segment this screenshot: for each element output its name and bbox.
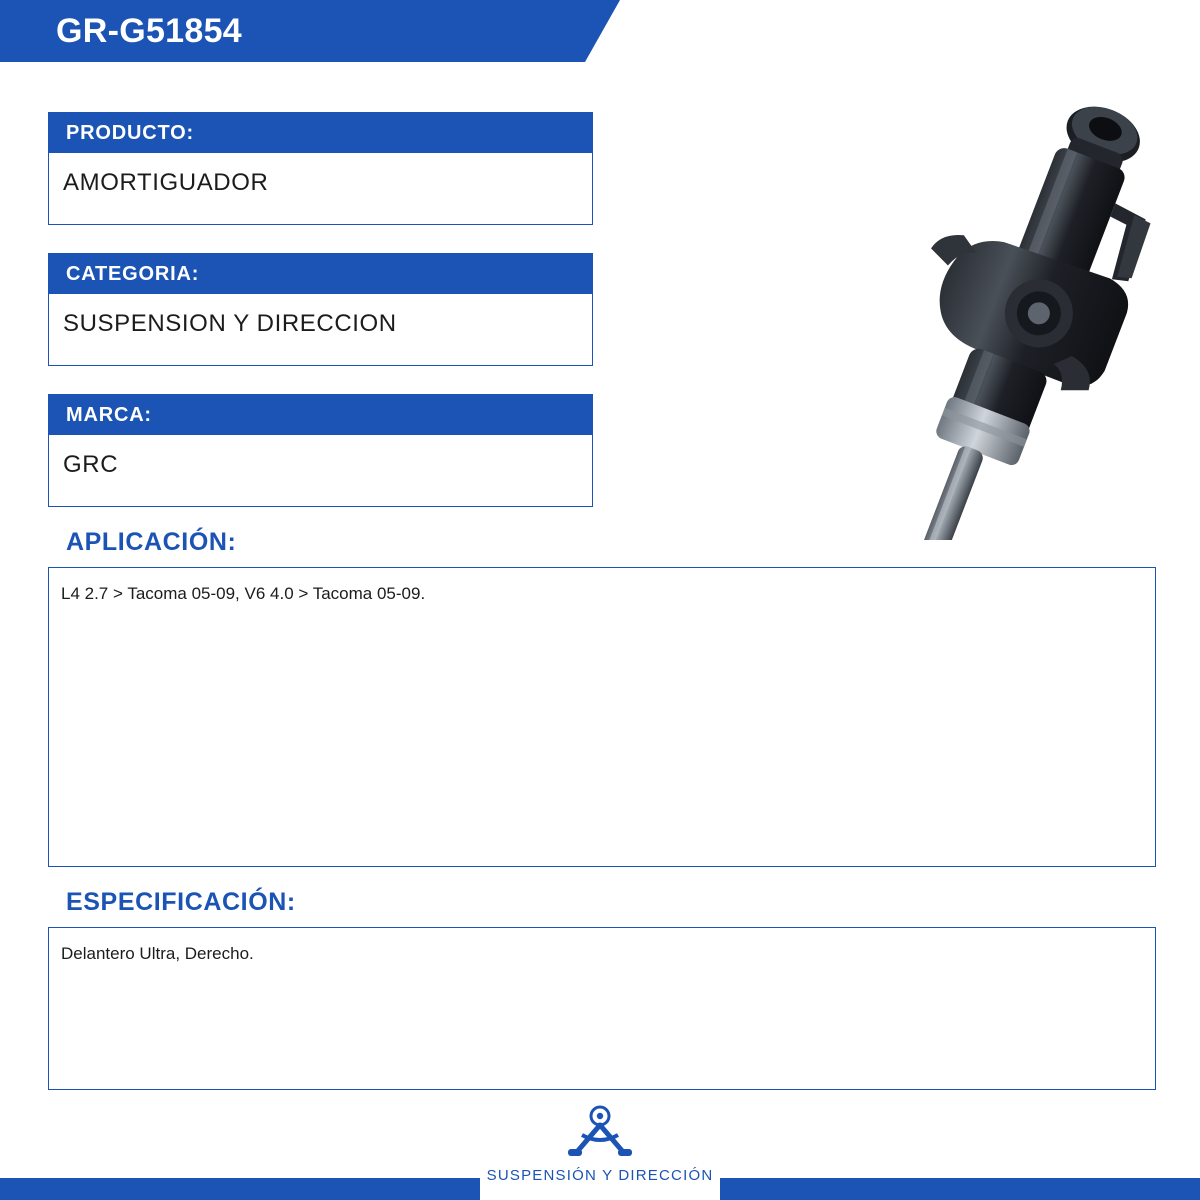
footer bbox=[0, 1090, 1200, 1200]
section-aplicacion-title: APLICACIÓN: bbox=[66, 528, 237, 556]
section-aplicacion-value: L4 2.7 > Tacoma 05-09, V6 4.0 > Tacoma 05-09. bbox=[48, 567, 1156, 867]
section-especificacion-value: Delantero Ultra, Derecho. bbox=[48, 927, 1156, 1090]
field-marca bbox=[48, 394, 593, 507]
footer-bar-left bbox=[0, 1178, 480, 1200]
field-producto bbox=[48, 112, 593, 225]
field-categoria-label: CATEGORIA: bbox=[48, 253, 593, 294]
product-code: GR-G51854 bbox=[56, 12, 243, 50]
footer-caption: SUSPENSIÓN Y DIRECCIÓN bbox=[486, 1167, 714, 1184]
field-categoria bbox=[48, 253, 593, 366]
section-especificacion bbox=[48, 888, 1156, 1090]
field-categoria-value: SUSPENSION Y DIRECCION bbox=[48, 294, 593, 366]
section-especificacion-title: ESPECIFICACIÓN: bbox=[66, 888, 296, 916]
field-producto-label: PRODUCTO: bbox=[48, 112, 593, 153]
field-marca-value: GRC bbox=[48, 435, 593, 507]
info-column bbox=[48, 112, 593, 535]
field-producto-value: AMORTIGUADOR bbox=[48, 153, 593, 225]
section-aplicacion bbox=[48, 528, 1156, 867]
shock-absorber-photo bbox=[640, 40, 1160, 540]
field-marca-label: MARCA: bbox=[48, 394, 593, 435]
control-arm-icon bbox=[0, 1105, 1200, 1162]
footer-bar-right bbox=[720, 1178, 1200, 1200]
